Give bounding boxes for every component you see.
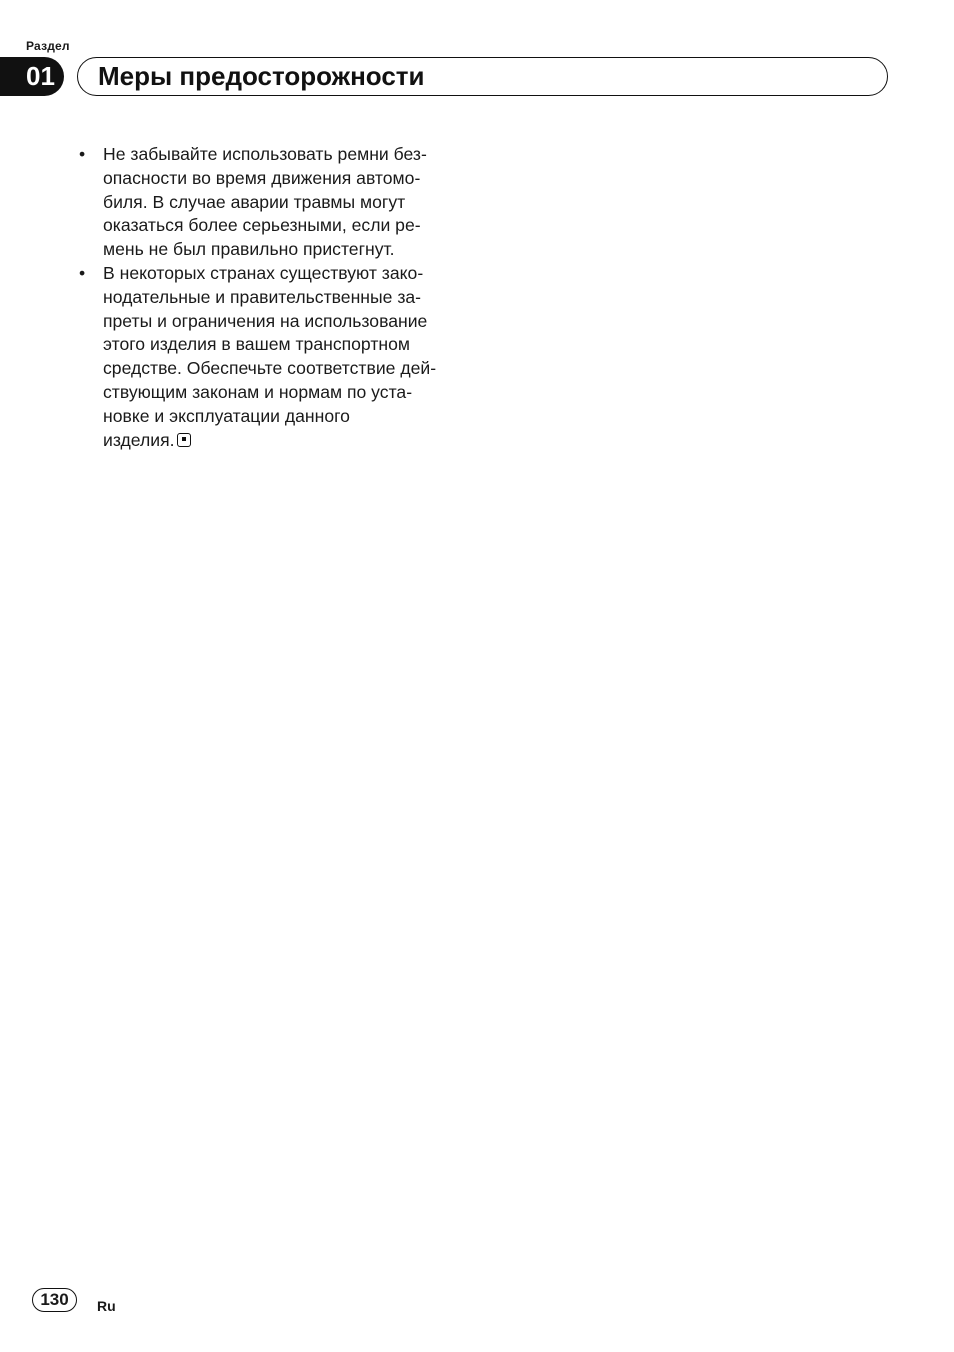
bullet-list xyxy=(78,143,478,452)
section-number-badge: 01 xyxy=(0,57,64,96)
list-item xyxy=(78,262,478,452)
bullet-icon: • xyxy=(79,262,86,283)
text-line: В некоторых странах существуют зако- xyxy=(103,262,424,283)
text-line: нодательные и правительственные за- xyxy=(103,286,422,307)
bullet-icon: • xyxy=(79,144,86,164)
page-title: Меры предосторожности xyxy=(98,61,425,91)
text-line: преты и ограничения на использование xyxy=(103,310,428,331)
text-line: Не забывайте использовать ремни без- xyxy=(103,144,427,164)
list-item xyxy=(78,143,478,262)
text-line: мень не был правильно пристегнут. xyxy=(103,239,395,260)
section-label: Раздел xyxy=(26,39,70,53)
text-line: ствующим законам и нормам по уста- xyxy=(103,381,413,402)
text-line: новке и эксплуатации данного xyxy=(103,405,350,426)
text-line: оказаться более серьезными, если ре- xyxy=(103,215,421,236)
page-title-box xyxy=(77,57,888,96)
text-line: этого изделия в вашем транспортном xyxy=(103,334,410,355)
text-line: биля. В случае аварии травмы могут xyxy=(103,191,406,212)
page-number: 130 xyxy=(32,1288,77,1312)
text-line-last xyxy=(103,429,478,453)
language-label: Ru xyxy=(97,1298,116,1314)
text-line: средстве. Обеспечьте соответствие дей- xyxy=(103,358,437,379)
text-line: опасности во время движения автомо- xyxy=(103,167,421,188)
end-of-section-icon xyxy=(177,433,191,447)
text-line-content: изделия. xyxy=(103,429,175,450)
